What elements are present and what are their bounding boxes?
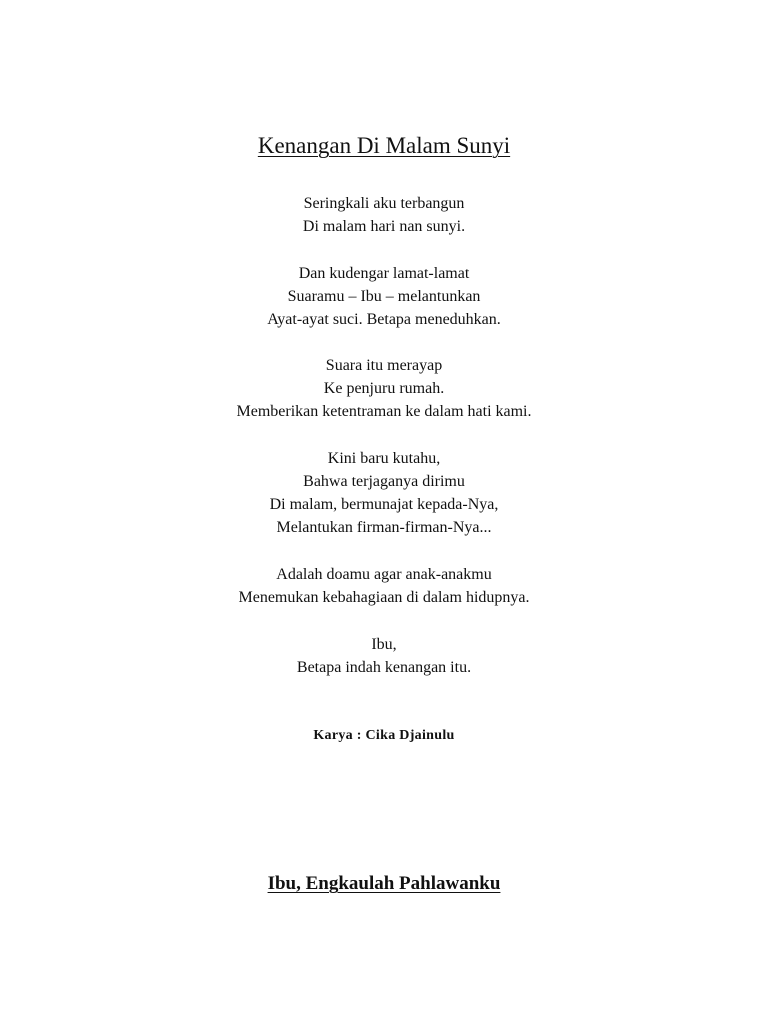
poem-line: Ke penjuru rumah. <box>323 380 445 397</box>
poem-line: Seringkali aku terbangun <box>303 195 465 212</box>
poem-line: Bahwa terjaganya dirimu <box>303 473 465 490</box>
poem-line: Adalah doamu agar anak-anakmu <box>276 566 492 583</box>
poem-author: Karya : Cika Djainulu <box>313 728 455 743</box>
poem-line: Di malam, bermunajat kepada-Nya, <box>269 496 499 513</box>
poem-line: Ibu, <box>371 636 397 653</box>
poem-line: Suara itu merayap <box>325 357 443 374</box>
stanza-6 <box>0 633 768 679</box>
poem-line: Kini baru kutahu, <box>327 450 441 467</box>
poem-title: Kenangan Di Malam Sunyi <box>257 133 511 158</box>
poem-line: Betapa indah kenangan itu. <box>296 659 472 676</box>
poem-line: Menemukan kebahagiaan di dalam hidupnya. <box>238 589 530 606</box>
poem-line: Ayat-ayat suci. Betapa meneduhkan. <box>267 311 501 328</box>
poem-line: Melantukan firman-firman-Nya... <box>276 519 492 536</box>
poem-line: Memberikan ketentraman ke dalam hati kami. <box>236 403 532 420</box>
stanza-2 <box>0 262 768 331</box>
stanza-5 <box>0 563 768 609</box>
poem-line: Dan kudengar lamat-lamat <box>298 265 470 282</box>
poem-line: Suaramu – Ibu – melantunkan <box>287 288 481 305</box>
poem-line: Di malam hari nan sunyi. <box>302 218 466 235</box>
next-poem-title: Ibu, Engkaulah Pahlawanku <box>267 873 501 894</box>
stanza-4 <box>0 447 768 539</box>
stanza-1 <box>0 192 768 238</box>
stanza-3 <box>0 354 768 423</box>
